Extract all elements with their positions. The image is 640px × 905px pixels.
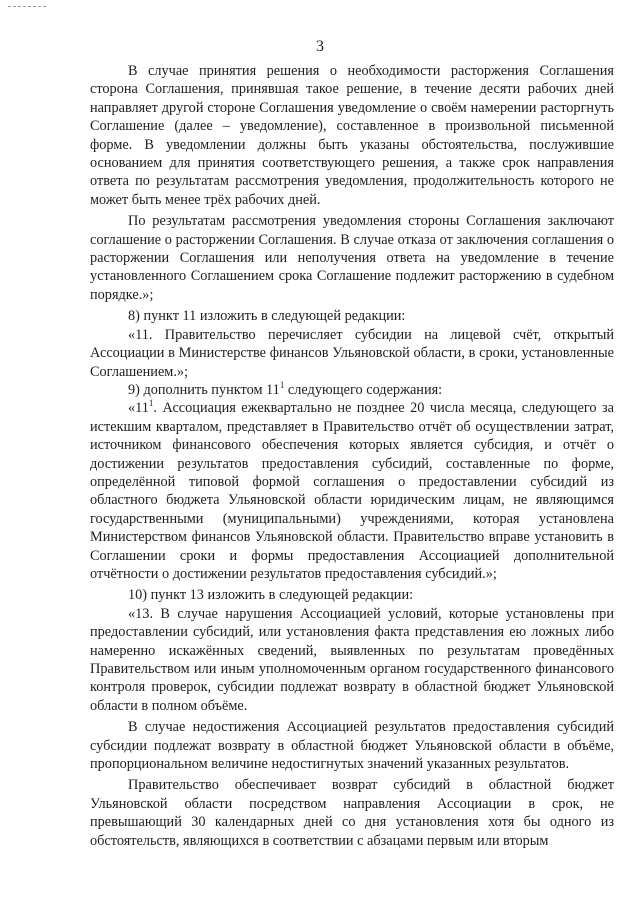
item-8-quote: «11. Правительство перечисляет субсидии на лицевой счёт, открытый Ассоциации в Министерстве финансов Ульяновской области, в сроки, установленные Соглашением.»; — [90, 326, 614, 380]
document-body — [90, 62, 614, 850]
item-9-quote-start: «11 — [128, 400, 149, 417]
item-10-quote: «13. В случае нарушения Ассоциацией условий, которые установлены при предоставлении субсидий, или установления факта представления ею ложных либо намеренно искажённых сведений, выявленных по результатам проведённых Правительством или иным уполномоченным органом государственного финансового контроля проверок, субсидии подлежат возврату в областной бюджет Ульяновской области в полном объёме. — [90, 605, 614, 714]
paragraph-refund: Правительство обеспечивает возврат субсидий в областной бюджет Ульяновской области посредством направления Ассоциации в срок, не превышающий 30 календарных дней со дня установления хотя бы одного из обстоятельств, являющихся в соответствии с абзацами первым или вторым — [90, 777, 614, 849]
paragraph-non-achievement: В случае недостижения Ассоциацией результатов предоставления субсидий субсидии подлежат возврату в областной бюджет Ульяновской области в объёме, пропорциональном величине недостигнутых значений указанных результатов. — [90, 719, 614, 773]
paragraph-termination-agreement: По результатам рассмотрения уведомления стороны Соглашения заключают соглашение о расторжении Соглашения. В случае отказа от заключения соглашения о расторжении Соглашения или неполучения ответа на уведомление в течение установленного Соглашением срока Соглашение подлежит расторжению в судебном порядке.»; — [90, 213, 614, 303]
item-9-quote — [90, 399, 614, 583]
item-9-text: 9) дополнить пунктом 11 — [128, 381, 280, 398]
page-number: 3 — [316, 38, 324, 55]
item-9-quote-body: . Ассоциация ежеквартально не позднее 20 числа месяца, следующего за истекшим кварталом, представляет в Правительство отчёт об осуществлении затрат, источником финансового обеспечения которых является субсидия, и отчёт о достижении результатов предоставления субсидий, составленные по форме, определённой типовой формой соглашения о предоставлении субсидий из областного бюджета Ульяновской области юридическим лицам, не являющимся государственными (муниципальными) учреждениями, которая установлена Министерством финансов Ульяновской области. Правительство вправе установить в Соглашении сроки и формы предоставления Ассоциацией дополнительной отчётности о достижении результатов предоставления субсидий.»; — [90, 400, 614, 582]
item-9-text-end: следующего содержания: — [284, 381, 443, 398]
item-9-superscript: 1 — [279, 380, 285, 391]
scan-artifact — [8, 6, 46, 9]
item-9-quote-superscript: 1 — [148, 398, 154, 409]
item-10-heading: 10) пункт 13 изложить в следующей редакции: — [128, 587, 414, 604]
item-9-heading — [90, 381, 614, 399]
paragraph-termination-notice: В случае принятия решения о необходимости расторжения Соглашения сторона Соглашения, принявшая такое решение, в течение десяти рабочих дней направляет другой стороне Соглашения уведомление о своём намерении расторгнуть Соглашение (далее – уведомление), составленное в произвольной письменной форме. В уведомлении должны быть указаны обстоятельства, послужившие основанием для принятия соответствующего решения, а также срок направления ответа по результатам рассмотрения уведомления, продолжительность которого не может быть менее трёх рабочих дней. — [90, 63, 614, 208]
item-8-heading: 8) пункт 11 изложить в следующей редакции: — [128, 308, 406, 325]
